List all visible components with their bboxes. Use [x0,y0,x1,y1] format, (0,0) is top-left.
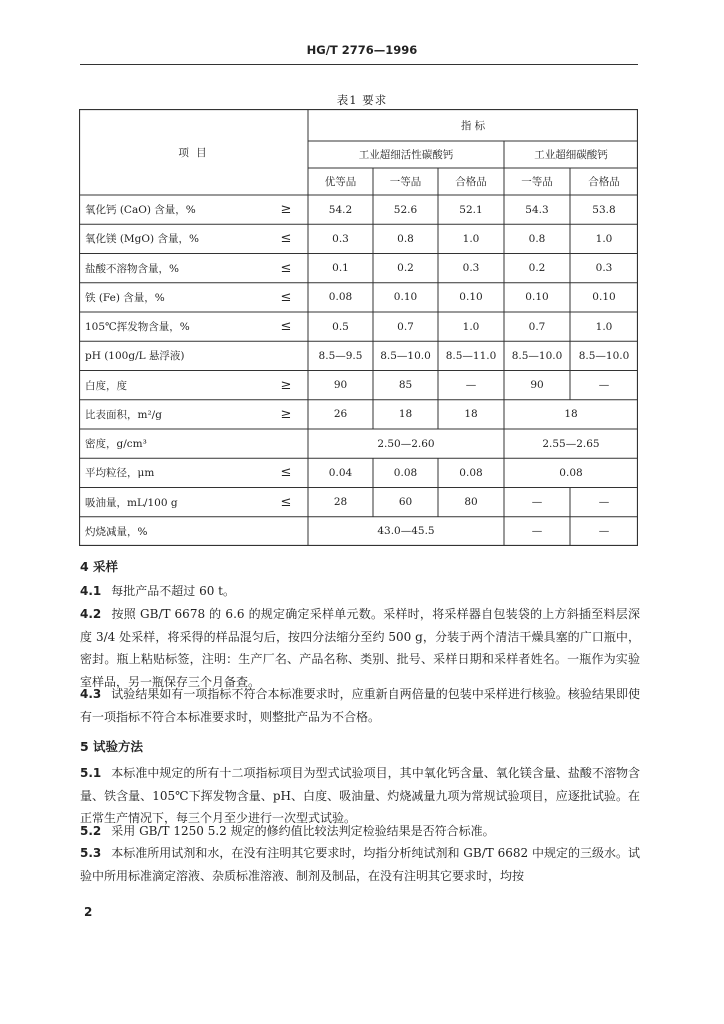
value-cell: 1.0 [462,232,480,245]
value-cell: 18 [398,408,413,421]
comparison-sign: ≥ [280,202,292,218]
page-number: 2 [84,905,93,919]
value-cell: 2.55—2.65 [542,437,600,450]
value-cell: 85 [398,379,413,392]
value-cell: 1.0 [462,320,480,333]
row-label: 氧化镁 (MgO) 含量，% [85,233,199,246]
clause-number: 5.1 [80,766,102,780]
head-group-active: 工业超细活性碳酸钙 [358,149,454,161]
row-label: 平均粒径，μm [85,467,155,480]
clause-text: 本标准中规定的所有十二项指标项目为型式试验项目，其中氧化钙含量、氧化镁含量、盐酸不溶物含量、铁含量、105℃下挥发物含量、pH、白度、吸油量、灼烧减量九项为常规试验项目，应逐批试验。在正常生产情况下，每三个月至少进行一次型式试验。 [80,766,640,825]
head-item: 项 目 [178,146,209,159]
value-cell: 8.5—10.0 [380,349,431,362]
value-cell: 0.8 [397,232,414,245]
comparison-sign: ≤ [280,289,292,305]
head-indicator: 指 标 [460,119,486,132]
value-cell: 28 [333,496,348,509]
value-cell: — [598,496,610,509]
value-cell: 80 [464,496,478,509]
clause-5-3 [80,842,640,887]
value-cell: 0.04 [328,466,353,479]
head-grade: 一等品 [389,176,422,188]
section-5-title: 5 试验方法 [80,739,144,754]
value-cell: 0.10 [393,291,418,304]
comparison-sign: ≥ [280,406,292,422]
head-grade: 一等品 [521,176,553,188]
clause-number: 5.3 [80,846,102,860]
value-cell: 0.10 [525,291,549,304]
head-grade: 合格品 [455,176,487,188]
value-cell: 1.0 [595,320,613,333]
row-label: 铁 (Fe) 含量，% [85,291,165,304]
value-cell: 0.08 [393,466,418,479]
value-cell: 0.7 [397,320,414,333]
value-cell: 43.0—45.5 [377,525,435,538]
clause-number: 4.2 [80,607,102,621]
value-cell: 90 [530,379,544,392]
value-cell: 0.3 [462,262,480,275]
value-cell: — [465,379,477,392]
value-cell: — [598,379,610,392]
clause-text: 每批产品不超过 60 t。 [111,584,235,598]
row-label: 白度，度 [85,379,127,392]
value-cell: 0.08 [328,291,353,304]
value-cell: — [531,525,543,538]
clause-number: 4.3 [80,687,102,701]
clause-text: 采用 GB/T 1250 5.2 规定的修约值比较法判定检验结果是否符合标准。 [111,824,495,838]
comparison-sign: ≥ [280,377,292,393]
value-cell: 0.8 [528,232,546,245]
clause-4-1 [80,580,640,603]
value-cell: 18 [564,408,578,421]
comparison-sign: ≤ [280,319,292,335]
running-header: HG/T 2776—1996 [306,43,418,57]
value-cell: 90 [333,379,348,392]
value-cell: 0.7 [528,320,546,333]
value-cell: 60 [398,496,413,509]
row-label: pH (100g/L 悬浮液) [85,350,185,363]
value-cell: 26 [333,408,348,421]
head-grade: 优等品 [324,176,357,188]
value-cell: 54.2 [328,203,353,216]
clause-text: 按照 GB/T 6678 的 6.6 的规定确定采样单元数。采样时，将采样器自包装袋的上方斜插至料层深度 3/4 处采样，将采得的样品混匀后，按四分法缩分至约 500 g，分装于两个清洁干燥具塞的广口瓶中，密封。瓶上粘贴标签，注明：生产厂名、产品名称、类别、批号、采样日期和采样者姓名。一瓶作为实验室样品，另一瓶保存三个月备查。 [80,607,640,689]
row-label: 盐酸不溶物含量，% [85,262,179,275]
comparison-sign: ≤ [280,465,292,481]
clause-text: 试验结果如有一项指标不符合本标准要求时，应重新自两倍量的包装中采样进行核验。核验结果即使有一项指标不符合本标准要求时，则整批产品为不合格。 [80,687,640,724]
comparison-sign: ≤ [280,494,292,510]
value-cell: 0.10 [592,291,616,304]
clause-4-2 [80,603,640,693]
value-cell: 54.3 [525,203,549,216]
value-cell: 18 [464,408,478,421]
value-cell: 0.08 [459,466,483,479]
comparison-sign: ≤ [280,231,292,247]
value-cell: 0.1 [332,262,349,275]
value-cell: 0.08 [559,466,583,479]
row-label: 吸油量，mL/100 g [85,496,178,509]
value-cell: 8.5—9.5 [318,349,363,362]
row-label: 105℃挥发物含量，% [85,321,190,334]
clause-text: 本标准所用试剂和水，在没有注明其它要求时，均指分析纯试剂和 GB/T 6682 中规定的三级水。试验中所用标准滴定溶液、杂质标准溶液、制剂及制品，在没有注明其它要求时，均按 [80,846,640,883]
row-label: 比表面积，m²/g [85,408,162,421]
value-cell: 0.3 [595,262,613,275]
value-cell: 0.3 [332,232,349,245]
requirements-table [79,109,638,546]
value-cell: 53.8 [592,203,616,216]
row-label: 氧化钙 (CaO) 含量，% [85,204,196,217]
section-4-title: 4 采样 [80,559,119,574]
value-cell: 8.5—11.0 [445,349,497,362]
value-cell: — [598,525,610,538]
value-cell: 0.2 [528,262,546,275]
value-cell: 52.1 [459,203,483,216]
value-cell: — [531,496,543,509]
table-caption: 表1 要求 [336,93,388,107]
value-cell: 1.0 [595,232,613,245]
value-cell: 8.5—10.0 [511,349,563,362]
head-group-plain: 工业超细碳酸钙 [534,149,608,161]
clause-number: 4.1 [80,584,102,598]
header-rule [80,64,638,65]
head-grade: 合格品 [588,176,620,188]
clause-4-3 [80,683,640,728]
value-cell: 8.5—10.0 [578,349,630,362]
clause-5-2 [80,820,640,843]
value-cell: 2.50—2.60 [377,437,435,450]
value-cell: 0.10 [459,291,483,304]
value-cell: 0.5 [332,320,349,333]
row-label: 密度，g/cm³ [85,438,147,451]
value-cell: 52.6 [393,203,418,216]
comparison-sign: ≤ [280,260,292,276]
value-cell: 0.2 [397,262,414,275]
row-label: 灼烧减量，% [85,525,148,538]
clause-number: 5.2 [80,824,102,838]
